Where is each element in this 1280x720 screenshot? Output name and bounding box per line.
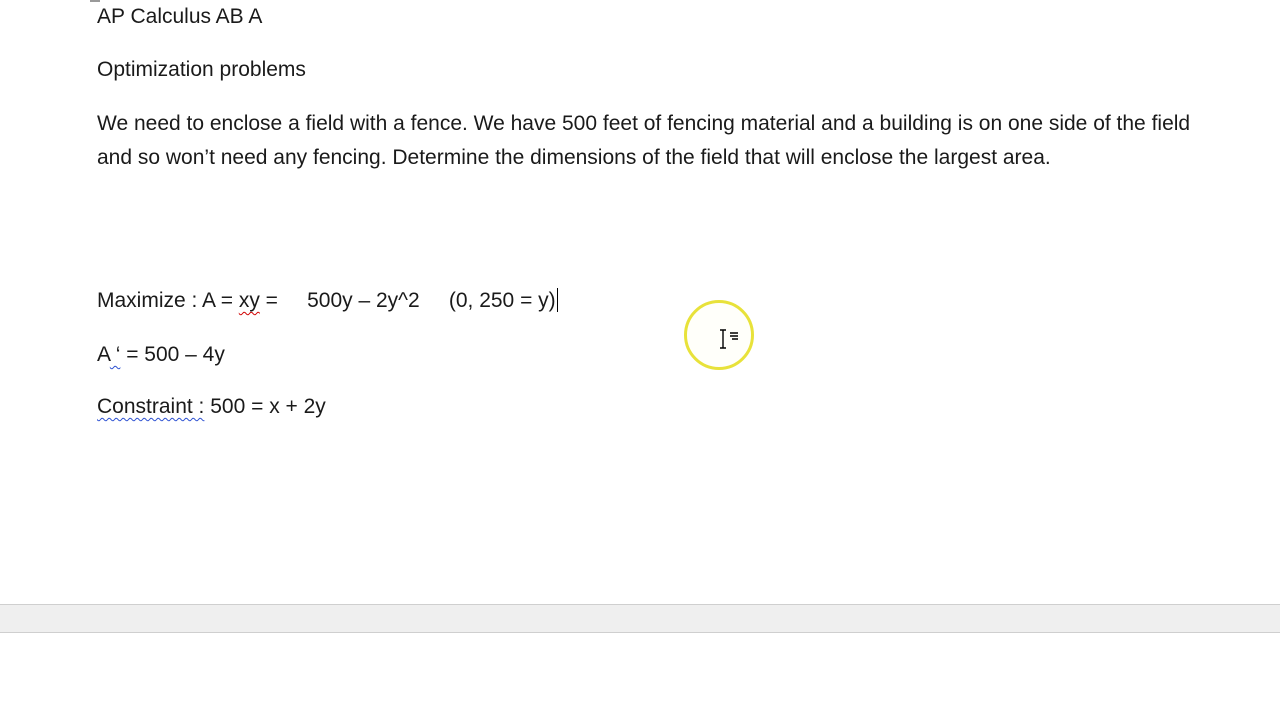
maximize-prefix: Maximize : A =: [97, 289, 239, 312]
spelling-flagged-word[interactable]: xy: [238, 289, 260, 312]
text-ibeam-cursor-icon: [718, 328, 740, 350]
problem-paragraph[interactable]: We need to enclose a field with a fence. We have 500 feet of fencing material and a building is on one side of the field and so won’t need any fencing. Determine the dimensions of the field that will enclose the largest area.: [97, 112, 1191, 169]
page-break-gap: [0, 604, 1280, 633]
next-page[interactable]: [0, 633, 1280, 720]
derivative-line[interactable]: [97, 338, 225, 372]
maximize-expression: = 500y – 2y^2 (0, 250 = y): [259, 289, 556, 312]
text-caret: [557, 288, 558, 312]
maximize-line[interactable]: [97, 284, 558, 318]
document-title-line[interactable]: AP Calculus AB A: [97, 5, 263, 28]
derivative-expression: = 500 – 4y: [120, 343, 225, 366]
constraint-line[interactable]: [97, 390, 326, 424]
grammar-flagged-prime[interactable]: ‘: [109, 343, 121, 366]
grammar-flagged-constraint-label[interactable]: Constraint :: [97, 395, 205, 418]
document-subtitle-line[interactable]: Optimization problems: [97, 58, 306, 81]
derivative-a: A: [97, 343, 110, 366]
constraint-expression: 500 = x + 2y: [204, 395, 326, 418]
